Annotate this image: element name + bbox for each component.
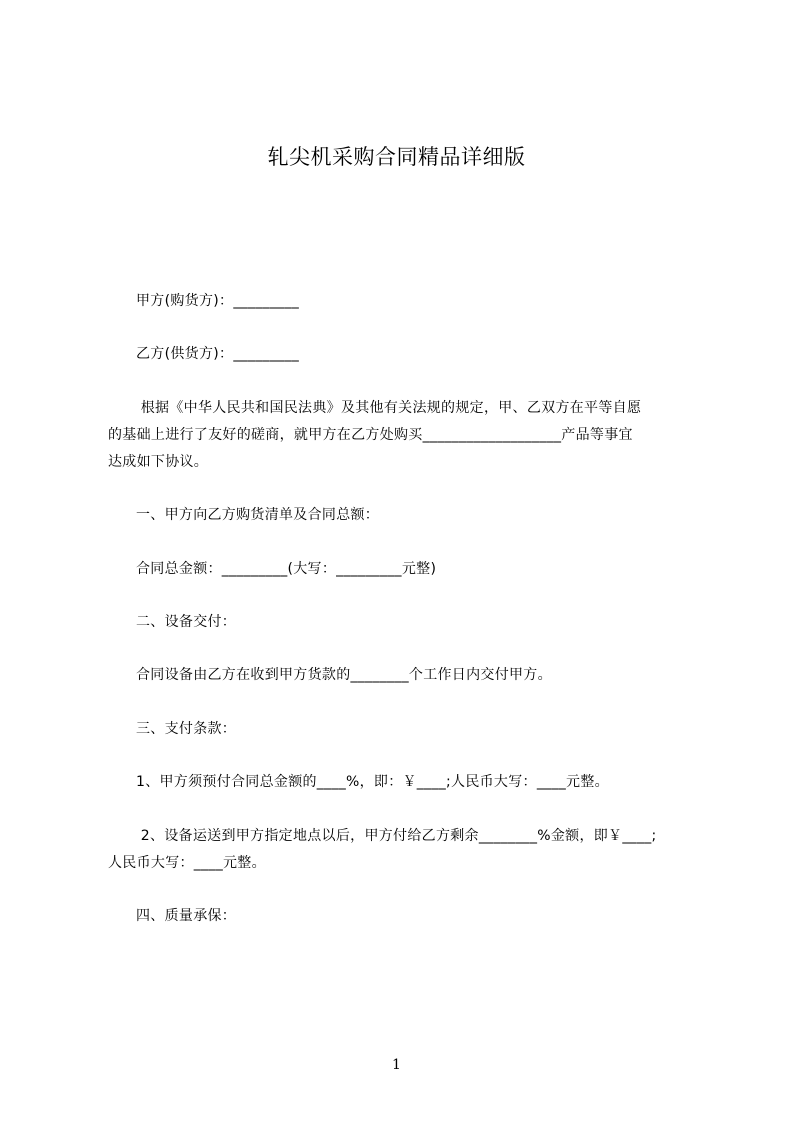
section-2-heading: 二、设备交付： <box>136 614 237 630</box>
payment-clause-1: 1、甲方须预付合同总金额的____%，即：￥____;人民币大写：____元整。 <box>136 774 609 790</box>
party-a-line: 甲方(购货方)：_________ <box>136 293 300 309</box>
intro-paragraph-line-1: 根据《中华人民共和国民法典》及其他有关法规的规定，甲、乙双方在平等自愿 <box>136 400 642 416</box>
section-1-heading: 一、甲方向乙方购货清单及合同总额： <box>136 507 380 523</box>
payment-clause-2-line-1: 2、设备运送到甲方指定地点以后，甲方付给乙方剩余________%金额，即￥____; <box>136 828 657 844</box>
section-4-heading: 四、质量承保： <box>136 908 237 924</box>
page-number: 1 <box>392 1057 401 1073</box>
intro-paragraph-line-2: 的基础上进行了友好的磋商，就甲方在乙方处购买___________________产品等事宜 <box>108 427 633 443</box>
party-b-line: 乙方(供货方)：_________ <box>136 346 300 362</box>
total-amount-line: 合同总金额：_________(大写：_________元整) <box>136 561 437 577</box>
delivery-line: 合同设备由乙方在收到甲方货款的________个工作日内交付甲方。 <box>136 667 552 683</box>
payment-clause-2-line-2: 人民币大写：____元整。 <box>108 855 266 871</box>
section-3-heading: 三、支付条款： <box>136 721 237 737</box>
document-title: 轧尖机采购合同精品详细版 <box>267 145 526 169</box>
intro-paragraph-line-3: 达成如下协议。 <box>108 454 209 470</box>
